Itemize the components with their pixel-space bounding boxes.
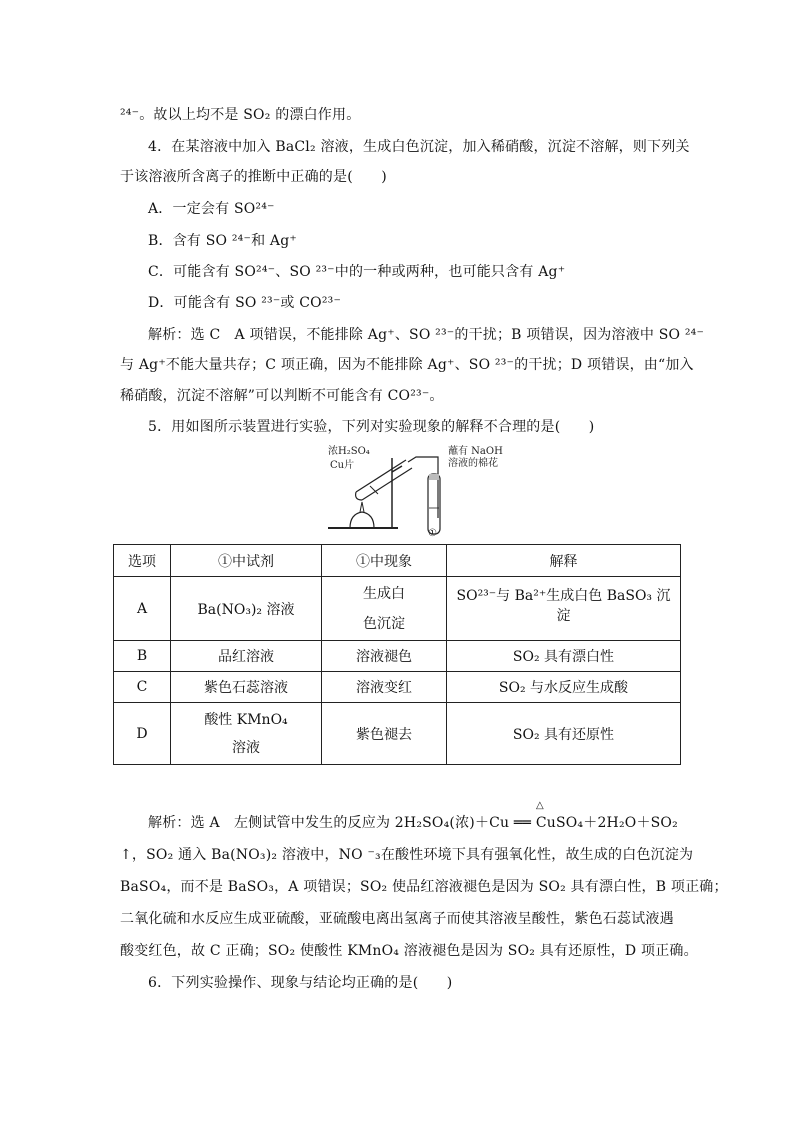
row-d-phenomenon: 紫色褪去: [322, 703, 447, 765]
question-4-analysis: 解析：选 C A 项错误，不能排除 Ag⁺、SO ²³⁻的干扰；B 项错误，因为溶液中 SO ²⁴⁻: [148, 327, 705, 343]
row-d-reagent: [171, 703, 322, 765]
question-4-option-b: B．含有 SO ²⁴⁻和 Ag⁺: [148, 233, 297, 249]
question-4-stem-cont: 于该溶液所含离子的推断中正确的是( ): [120, 169, 387, 185]
question-4-analysis-cont: 与 Ag⁺不能大量共存；C 项正确，因为不能排除 Ag⁺、SO ²³⁻的干扰；D 项错误，由“加入: [120, 357, 694, 373]
header-phenomenon: ①中现象: [322, 545, 447, 577]
header-option: 选项: [114, 545, 171, 577]
question-5-analysis-3: BaSO₄，而不是 BaSO₃，A 项错误；SO₂ 使品红溶液褪色是因为 SO₂ 具有漂白性，B 项正确；: [120, 879, 728, 895]
row-a-phenomenon-line1: 生成白: [363, 585, 405, 602]
row-d-reagent-line2: 溶液: [232, 739, 260, 756]
apparatus-figure: [320, 448, 520, 540]
row-a-explanation: SO²³⁻与 Ba²⁺生成白色 BaSO₃ 沉淀: [447, 577, 681, 641]
row-a-option: A: [114, 577, 171, 641]
label-naoh-cotton-2: 溶液的棉花: [448, 458, 498, 469]
row-c-reagent: 紫色石蕊溶液: [171, 672, 322, 703]
row-b-option: B: [114, 641, 171, 672]
label-conc-sulfuric-acid: 浓H₂SO₄: [328, 446, 370, 457]
row-d-reagent-line1: 酸性 KMnO₄: [204, 711, 288, 728]
row-d-explanation: SO₂ 具有还原性: [447, 703, 681, 765]
text-line-prev-answer-end: ²⁴⁻。故以上均不是 SO₂ 的漂白作用。: [120, 107, 361, 123]
row-a-reagent: Ba(NO₃)₂ 溶液: [171, 577, 322, 641]
heat-symbol: △: [536, 800, 544, 811]
question-5-stem: 5．用如图所示装置进行实验，下列对实验现象的解释不合理的是( ): [148, 419, 595, 435]
row-a-phenomenon-line2: 色沉淀: [363, 615, 405, 632]
row-c-phenomenon: 溶液变红: [322, 672, 447, 703]
label-tube-number: ①: [428, 528, 437, 539]
question-5-analysis-2: ↑，SO₂ 通入 Ba(NO₃)₂ 溶液中，NO ⁻₃在酸性环境下具有强氧化性，故生成的白色沉淀为: [120, 847, 694, 863]
row-c-option: C: [114, 672, 171, 703]
table-row: [114, 703, 681, 765]
header-explanation: 解释: [447, 545, 681, 577]
question-5-analysis-4: 二氧化硫和水反应生成亚硫酸，亚硫酸电离出氢离子而使其溶液呈酸性，紫色石蕊试液遇: [120, 911, 674, 927]
table-row: [114, 641, 681, 672]
row-a-phenomenon: [322, 577, 447, 641]
row-b-explanation: SO₂ 具有漂白性: [447, 641, 681, 672]
row-d-option: D: [114, 703, 171, 765]
question-5-analysis-5: 酸变红色，故 C 正确；SO₂ 使酸性 KMnO₄ 溶液褪色是因为 SO₂ 具有还原性，D 项正确。: [120, 943, 698, 959]
question-4-analysis-end: 稀硝酸，沉淀不溶解”可以判断不可能含有 CO²³⁻。: [120, 388, 444, 404]
question-6-stem: 6．下列实验操作、现象与结论均正确的是( ): [148, 975, 453, 991]
row-b-reagent: 品红溶液: [171, 641, 322, 672]
question-4-stem: 4．在某溶液中加入 BaCl₂ 溶液，生成白色沉淀，加入稀硝酸，沉淀不溶解，则下列关: [148, 139, 690, 155]
table-header-row: [114, 545, 681, 577]
question-4-option-a: A．一定会有 SO²⁴⁻: [148, 201, 275, 217]
table-row: [114, 577, 681, 641]
header-reagent: ①中试剂: [171, 545, 322, 577]
table-row: [114, 672, 681, 703]
question-4-option-d: D．可能含有 SO ²³⁻或 CO²³⁻: [148, 295, 342, 311]
row-c-explanation: SO₂ 与水反应生成酸: [447, 672, 681, 703]
question-5-analysis: 解析：选 A 左侧试管中发生的反应为 2H₂SO₄(浓)＋Cu ══ CuSO₄＋2H₂O＋SO₂: [148, 815, 678, 831]
question-4-option-c: C．可能含有 SO²⁴⁻、SO ²³⁻中的一种或两种，也可能只含有 Ag⁺: [148, 264, 566, 280]
row-b-phenomenon: 溶液褪色: [322, 641, 447, 672]
options-table: [113, 544, 681, 765]
label-naoh-cotton-1: 蘸有 NaOH: [448, 446, 503, 457]
label-copper-sheet: Cu片: [330, 460, 355, 471]
